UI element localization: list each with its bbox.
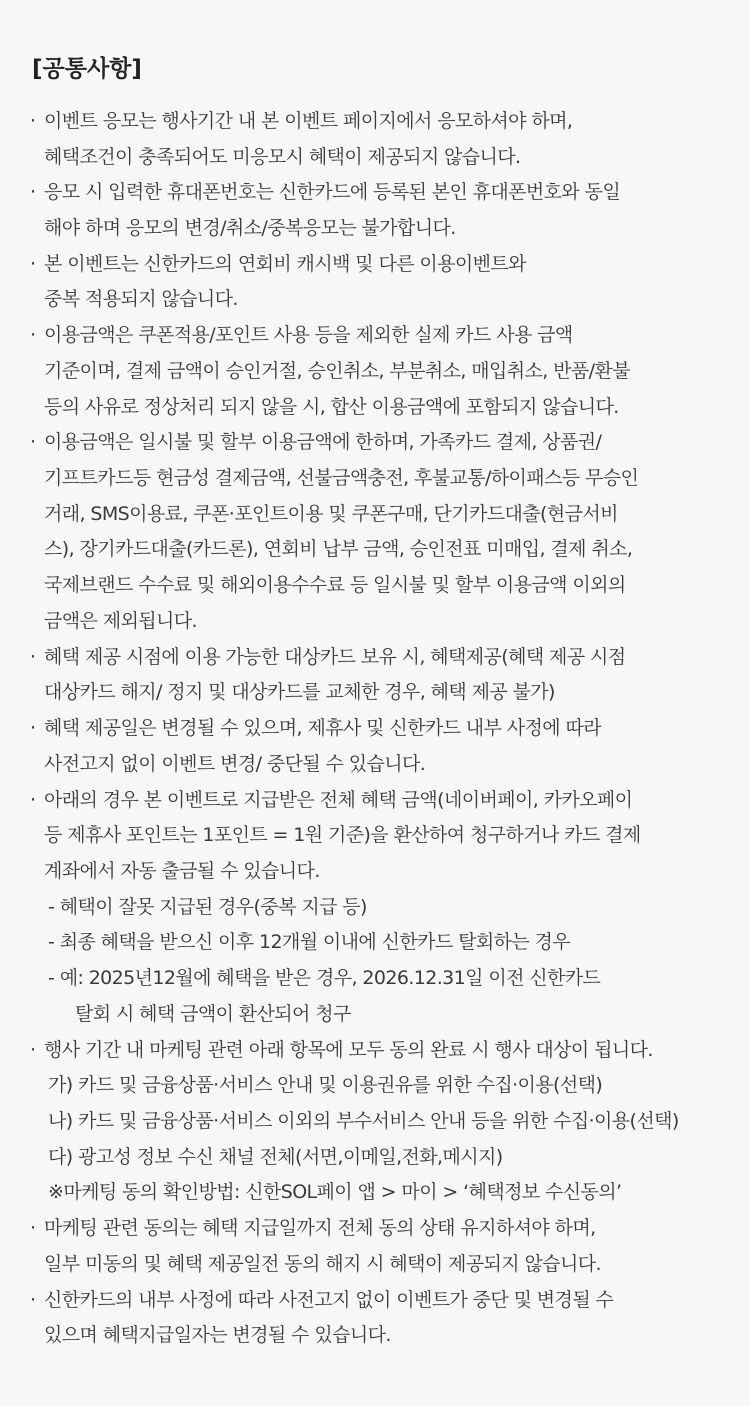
notice-title: [공통사항] [32,56,142,82]
notice-item-line: 이벤트 응모는 행사기간 내 본 이벤트 페이지에서 응모하셔야 하며, [44,110,573,132]
notice-item-line: 일부 미동의 및 혜택 제공일전 동의 해지 시 혜택이 제공되지 않습니다. [44,1253,601,1275]
notice-item-line: 이용금액은 일시불 및 할부 이용금액에 한하며, 가족카드 결제, 상품권/ [44,431,602,453]
notice-item-line: 중복 적용되지 않습니다. [44,288,238,310]
bullet-dot: · [30,1217,37,1239]
notice-item-line: 이용금액은 쿠폰적용/포인트 사용 등을 제외한 실제 카드 사용 금액 [44,324,573,346]
notice-item-line: 응모 시 입력한 휴대폰번호는 신한카드에 등록된 본인 휴대폰번호와 동일 [44,181,621,203]
notice-item-line: 혜택 제공 시점에 이용 가능한 대상카드 보유 시, 혜택제공(혜택 제공 시점 [44,646,626,668]
notice-item-line: 대상카드 해지/ 정지 및 대상카드를 교체한 경우, 혜택 제공 불가) [44,681,555,703]
notice-item-line: 국제브랜드 수수료 및 해외이용수수료 등 일시불 및 할부 이용금액 이외의 [44,574,626,596]
notice-item-line: 있으며 혜택지급일자는 변경될 수 있습니다. [44,1324,391,1346]
notice-item-line: 본 이벤트는 신한카드의 연회비 캐시백 및 다른 이용이벤트와 [44,253,526,275]
notice-item-line: 등 제휴사 포인트는 1포인트 = 1원 기준)을 환산하여 청구하거나 카드 결제 [44,824,641,846]
notice-item-line: 마케팅 관련 동의는 혜택 지급일까지 전체 동의 상태 유지하셔야 하며, [44,1217,596,1239]
notice-item-line: 등의 사유로 정상처리 되지 않을 시, 합산 이용금액에 포함되지 않습니다. [44,396,619,418]
notice-item-line: 신한카드의 내부 사정에 따라 사전고지 없이 이벤트가 중단 및 변경될 수 [44,1289,614,1311]
refund-case-line: - 혜택이 잘못 지급된 경우(중복 지급 등) [48,896,367,918]
bullet-dot: · [30,324,37,346]
notice-item-line: 혜택 제공일은 변경될 수 있으며, 제휴사 및 신한카드 내부 사정에 따라 [44,717,601,739]
bullet-dot: · [30,110,37,132]
bullet-dot: · [30,253,37,275]
consent-item: 다) 광고성 정보 수신 채널 전체(서면,이메일,전화,메시지) [48,1146,503,1168]
notice-item-line: 해야 하며 응모의 변경/취소/중복응모는 불가합니다. [44,217,456,239]
notice-item-line: 기프트카드등 현금성 결제금액, 선불금액충전, 후불교통/하이패스등 무승인 [44,467,639,489]
bullet-dot: · [30,181,37,203]
notice-item-line: 행사 기간 내 마케팅 관련 아래 항목에 모두 동의 완료 시 행사 대상이 됩니다. [44,1039,653,1061]
notice-item-line: 스), 장기카드대출(카드론), 연회비 납부 금액, 승인전표 미매입, 결제 취소, [44,538,633,560]
notice-item-line: 아래의 경우 본 이벤트로 지급받은 전체 혜택 금액(네이버페이, 카카오페이 [44,789,633,811]
bullet-dot: · [30,431,37,453]
notice-item-line: 기준이며, 결제 금액이 승인거절, 승인취소, 부분취소, 매입취소, 반품/환불 [44,360,630,382]
notice-item-line: 계좌에서 자동 출금될 수 있습니다. [44,860,320,882]
bullet-dot: · [30,717,37,739]
notice-item-line: 사전고지 없이 이벤트 변경/ 중단될 수 있습니다. [44,753,426,775]
consent-item: 가) 카드 및 금융상품·서비스 안내 및 이용권유를 위한 수집·이용(선택) [48,1074,603,1096]
bullet-dot: · [30,646,37,668]
consent-check-method: ※마케팅 동의 확인방법: 신한SOL페이 앱 > 마이 > ‘혜택정보 수신동의’ [48,1181,622,1203]
bullet-dot: · [30,1289,37,1311]
notice-item-line: 거래, SMS이용료, 쿠폰·포인트이용 및 쿠폰구매, 단기카드대출(현금서비 [44,503,618,525]
notice-item-line: 금액은 제외됩니다. [44,610,197,632]
notice-item-line: 혜택조건이 충족되어도 미응모시 혜택이 제공되지 않습니다. [44,146,521,168]
consent-item: 나) 카드 및 금융상품·서비스 이외의 부수서비스 안내 등을 위한 수집·이용(선택) [48,1110,679,1132]
refund-case-line: - 예: 2025년12월에 혜택을 받은 경우, 2026.12.31일 이전 신한카드 [48,967,601,989]
refund-case-line: - 최종 혜택을 받으신 이후 12개월 이내에 신한카드 탈회하는 경우 [48,931,571,953]
bullet-dot: · [30,789,37,811]
refund-case-line: 탈회 시 혜택 금액이 환산되어 청구 [75,1003,351,1025]
bullet-dot: · [30,1039,37,1061]
